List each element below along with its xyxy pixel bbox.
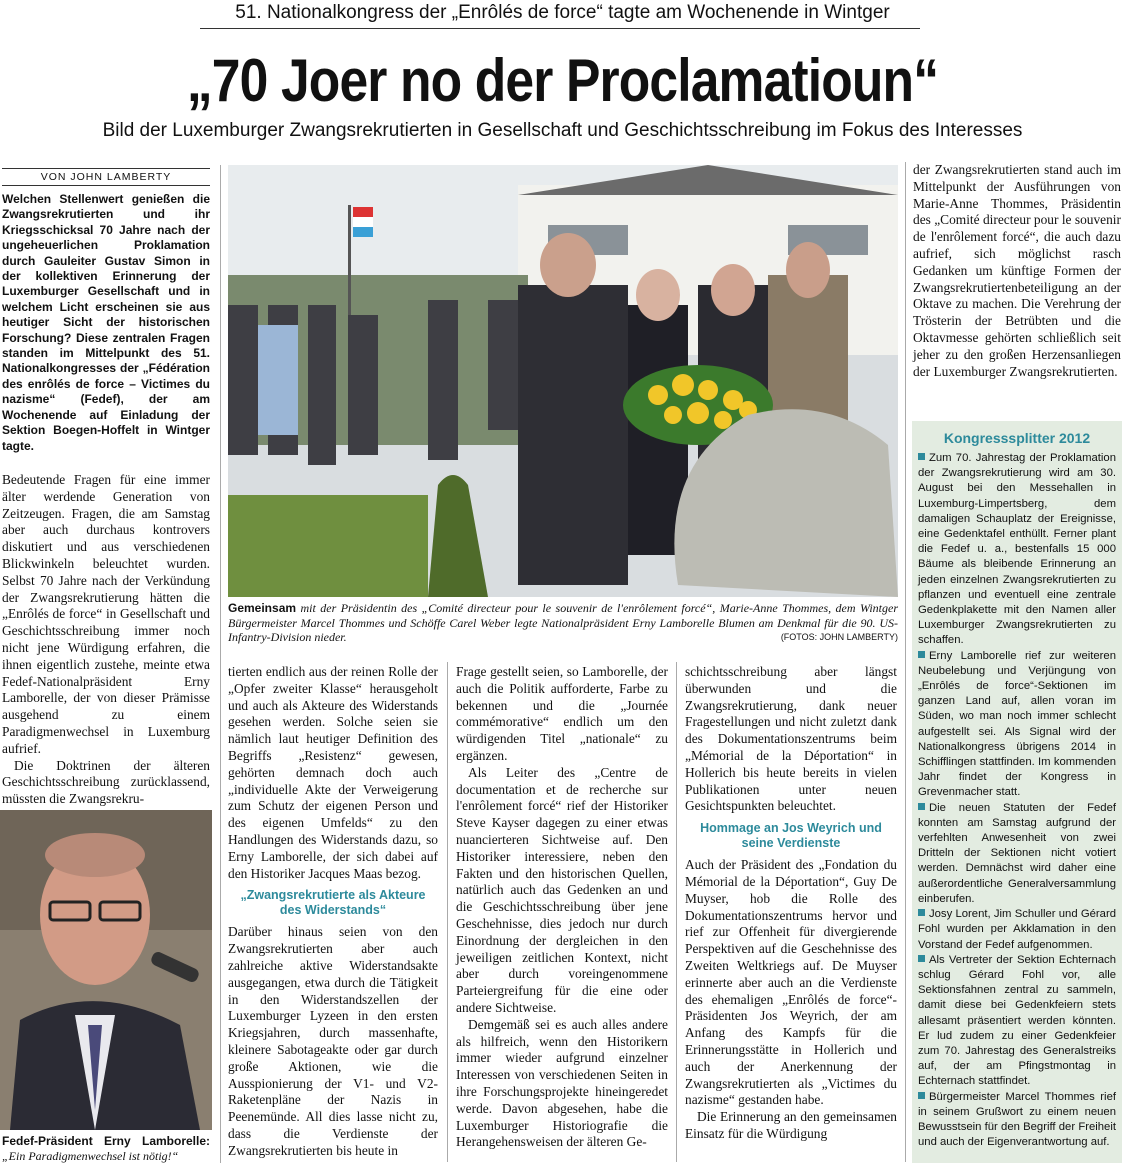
- column-2-paragraph: tierten endlich aus der reinen Rolle der „Opfer zweiter Klasse“ herausgeholt und auch als Akteure des Widerstands gesehen werden. Solche seien sie nämlich laut heutiger Definition des Begriffs „Resistenz“ gewesen, gehörten demnach doch auch „individuelle Akte der Verweigerung zum Schutz der eigenen Person und des eigenen Umfelds“ zu den Handlungen des Widerstands dazu, so Erny Lamborelle, der sich dabei auf den Historiker Jacques Maas bezog.: [228, 664, 438, 881]
- sidebar-item-text: Bürgermeister Marcel Thommes rief in seinem Grußwort zu einem neuen Bewusstsein für den Begriff der Freiheit und auch der Eigenverantwortung auf.: [918, 1090, 1116, 1149]
- portrait-photo: [0, 810, 212, 1130]
- byline: VON JOHN LAMBERTY: [2, 168, 210, 186]
- headline: „70 Joer no der Proclamatioun“: [186, 47, 939, 114]
- main-photo-caption-bold: Gemeinsam: [228, 601, 297, 615]
- column-rule: [676, 662, 677, 1162]
- square-bullet-icon: [918, 453, 925, 460]
- column-5-paragraph: der Zwangsrekrutierten stand auch im Mittelpunkt der Ausführungen von Marie-Anne Thommes, Präsidentin des „Comité directeur pour le souvenir de l'enrôlement forcé“, die auch dazu aufrief, sich möglichst rasch Gedanken um künftige Formen der Zwangsrekrutiertenbeteiligung an der Oktave zu machen. Die Verehrung der Trösterin der Betrübten und die Oktavmesse gehörten schließlich seit jeher zu den großen Herzensanliegen der Luxemburger Zwangsrekrutierten.: [913, 162, 1121, 379]
- sidebar-item-text: Als Vertreter der Sektion Echternach schlug Gérard Fohl vor, alle Sektionsfahnen zentral zu sammeln, damit diese bei Gedenkfeiern stets allesamt präsentiert werden könnten. Er lud zudem zu einer Gedenkfeier zum 70. Jahrestag des Generalstreiks auf, der am Pfingstmontag in Echternach stattfindet.: [918, 953, 1116, 1088]
- sidebar-item-text: Josy Lorent, Jim Schuller und Gérard Fohl wurden per Akklamation in den Vorstand der Fedef aufgenommen.: [918, 908, 1116, 951]
- sidebar-item: [918, 649, 1116, 801]
- kicker: 51. Nationalkongress der „Enrôlés de force“ tagte am Wochenende in Wintger: [235, 2, 890, 23]
- photo-credit: (FOTOS: JOHN LAMBERTY): [780, 632, 898, 642]
- column-rule: [220, 165, 221, 1163]
- main-photo-caption-text: mit der Präsidentin des „Comité directeur pour le souvenir de l'enrôlement forcé“, Marie-Anne Thommes, dem Wintger Bürgermeister Marcel Thommes und Schöffe Carel Weber legte Nationalpräsident Erny Lamborelle Blumen am Denkmal für die 90. US-Infantry-Division nieder.: [228, 601, 898, 644]
- portrait-caption-text: „Ein Paradigmenwechsel ist nötig!“: [2, 1148, 179, 1163]
- sidebar-kongresssplitter: [912, 421, 1122, 1163]
- column-4: [685, 664, 897, 1143]
- column-4-paragraph: Die Erinnerung an den gemeinsamen Einsatz für die Würdigung: [685, 1109, 897, 1141]
- square-bullet-icon: [918, 909, 925, 916]
- square-bullet-icon: [918, 803, 925, 810]
- column-1: [2, 472, 210, 808]
- sidebar-item-text: Erny Lamborelle rief zur weiteren Neubelebung und Verjüngung von „Enrôlés de force“-Sektionen im ganzen Land auf, allen voran im Süden, wo man noch immer schlecht aufgestellt sei. Als Signal wird der Nationalkongress übrigens 2014 in Schifflingen stattfinden. Im kommenden Jahr findet der Kongress in Grevenmacher statt.: [918, 649, 1116, 799]
- sidebar-item-text: Die neuen Statuten der Fedef konnten am Samstag aufgrund der verfehlten Anwesenheit von zwei Dritteln der Sektionen nicht votiert werden. Demnächst wird daher eine außerordentliche Generalversammlung einberufen.: [918, 801, 1116, 905]
- sidebar-items: [918, 451, 1116, 1150]
- column-4-subtitle: Hommage an Jos Weyrich und seine Verdienste: [700, 821, 882, 851]
- column-3-paragraph: Als Leiter des „Centre de documentation et de recherche sur l'enrôlement forcé“ rief der Historiker Steve Kayser dagegen zu einer etwas nuancierteren Sichtweise auf. Den Historiker interessiere, neben den Fakten und den historischen Quellen, natürlich auch das Gedenken an und die Geschichtsschreibung über jene Geschehnisse, dies jedoch nur durch Einordnung der dergleichen in den jeweiligen zeitlichen Kontext, nicht aber durch voreingenommene Parteiergreifung für die eine oder andere Sichtweise.: [456, 764, 668, 1015]
- main-photo: [228, 165, 898, 597]
- column-4-paragraph: Auch der Präsident des „Fondation du Mémorial de la Déportation“, Guy De Muyser, hob die Rolle des Dokumentationszentrums hervor und rief zur Offenheit für divergierende Perspektiven auf die Geschehnisse des Zweiten Weltkriegs auf. De Muyser erinnerte aber auch an die Verdienste des ehemaligen „Enrôlés de force“-Präsidenten Jos Weyrich, der am Anfang des Kampfs für die Erinnerungsstätte in Hollerich und auch der Anerkennung der Zwangsrekrutierten als „Victimes du nazisme“ gestanden habe.: [685, 857, 897, 1108]
- sidebar-item-text: Zum 70. Jahrestag der Proklamation der Zwangsrekrutierung wird am 30. August bei den Messehallen in Luxemburg-Limpertsberg, dem damaligen Schauplatz der Ereignisse, eine Gedenktafel enthüllt. Ferner plant die Fedef u. a., bestenfalls 15 000 Bäume als bleibende Erinnerung an jeden einzelnen Zwangsrekrutierten zu pflanzen und eventuell eine zentrale Gedenkplakette mit den Namen aller Luxemburger Zwangsrekrutierten zu schaffen.: [918, 452, 1116, 647]
- column-3-paragraph: Demgemäß sei es auch alles andere als hilfreich, wenn den Historikern immer wieder aufgrund einzelner Interessen von verschiedenen Seiten in ihre Forschungsprojekte hineingeredet werde. Davon abgesehen, habe die Luxemburger Historiografie die Herangehensweisen der älteren Ge-: [456, 1016, 668, 1150]
- portrait-caption: [2, 1134, 210, 1163]
- square-bullet-icon: [918, 955, 925, 962]
- sidebar-item: [918, 451, 1116, 649]
- column-1-paragraph: Bedeutende Fragen für eine immer älter werdende Generation von Zeitzeugen. Fragen, die am Samstag aber auch durchaus kontrovers diskutiert und aus verschiedenen Blickwinkeln beleuchtet wurden. Selbst 70 Jahre nach der Verkündung der Zwangsrekrutierung hätten die „Enrôlés de force“ in Gesellschaft und Geschichtsschreibung immer noch nicht jene Würdigung erfahren, die ihnen eigentlich zustehe, meinte etwa Fedef-Nationalpräsident Erny Lamborelle, der von dieser Prämisse ausgehend zu einem Paradigmenwechsel in Luxemburg aufrief.: [2, 472, 210, 756]
- portrait-photo-image: [0, 810, 212, 1130]
- kicker-rule: [200, 28, 920, 29]
- column-3-paragraph: Frage gestellt seien, so Lamborelle, der auch die Politik aufforderte, Farbe zu bekennen und die „Journée commémorative“ endlich um den würdigenden Titel „nationale“ zu ergänzen.: [456, 664, 668, 763]
- column-2-subtitle: „Zwangsrekrutierte als Akteure des Widerstands“: [240, 888, 426, 918]
- column-rule: [905, 162, 906, 1162]
- column-2-paragraph: Darüber hinaus seien von den Zwangsrekrutierten aber auch zahlreiche aktive Widerstandsakte ausgegangen, etwa durch die Tätigkeit in den Widerstandszellen der Luxemburger Lyzeen in den ersten Kriegsjahren, durch massenhafte, kleinere Sabotageakte oder gar durch große Aktionen, wie die Ausspionierung der V1- und V2-Raketenpläne der Nazis in Peenemünde. All dies lasse nicht zu, dass die Verdienste der Zwangsrekrutierten bis heute in: [228, 924, 438, 1158]
- column-3: [456, 664, 668, 1151]
- column-1-paragraph: Die Doktrinen der älteren Geschichtsschreibung zurücklassend, müssten die Zwangsrekru-: [2, 757, 210, 807]
- sidebar-item: [918, 1090, 1116, 1151]
- sidebar-item: [918, 907, 1116, 953]
- subheadline: Bild der Luxemburger Zwangsrekrutierten in Gesellschaft und Geschichtsschreibung im Fokus des Interesses: [102, 120, 1023, 141]
- sidebar-item: [918, 801, 1116, 907]
- sidebar-title: Kongresssplitter 2012: [943, 430, 1091, 446]
- column-rule: [447, 662, 448, 1162]
- column-4-paragraph: schichtsschreibung aber längst überwunden und die Zwangsrekrutierung, dank neuer Fragestellungen und nicht zuletzt dank des Dokumentationszentrums beim „Mémorial de la Déportation“ in Hollerich bis heute bereits in vielen Publikationen unter neuen Gesichtspunkten beleuchtet.: [685, 664, 897, 814]
- lead-paragraph: Welchen Stellenwert genießen die Zwangsrekrutierten und ihr Kriegsschicksal 70 Jahre nach der ungeheuerlichen Proklamation durch Gauleiter Gustav Simon in der kollektiven Erinnerung der Luxemburger Gesellschaft und in welchem Licht erscheinen sie aus heutiger Sicht der historischen Forschung? Diese zentralen Fragen standen im Mittelpunkt des 51. Nationalkongresses der „Fédération des enrôlés de force – Victimes du nazisme“ (Fedef), der am Wochenende auf Einladung der Sektion Boegen-Hoffelt in Wintger tagte.: [2, 192, 210, 453]
- sidebar-item: [918, 953, 1116, 1090]
- main-photo-caption: [228, 601, 898, 645]
- square-bullet-icon: [918, 651, 925, 658]
- column-2: [228, 664, 438, 1160]
- main-photo-image: [228, 165, 898, 597]
- portrait-caption-bold: Fedef-Präsident Erny Lamborelle:: [2, 1134, 210, 1148]
- square-bullet-icon: [918, 1092, 925, 1099]
- column-5: [913, 162, 1121, 380]
